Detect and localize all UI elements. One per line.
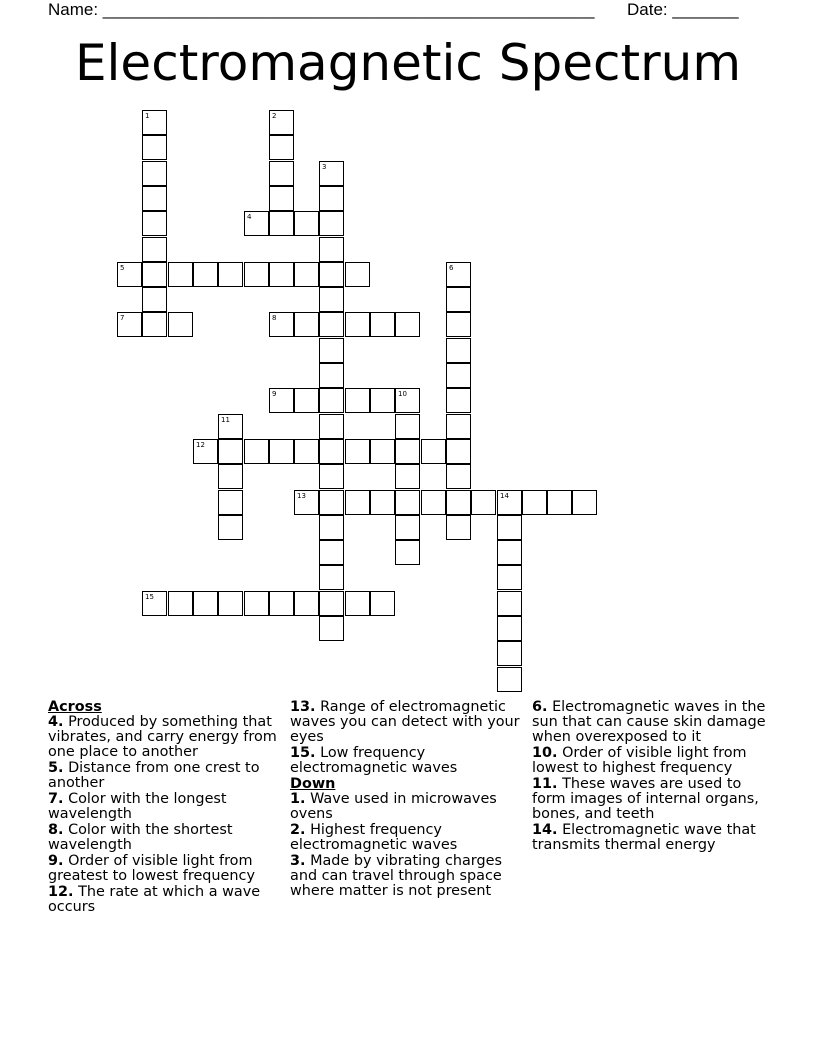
- clue-down-14: 14. Electromagnetic wave that transmits thermal energy: [532, 822, 756, 853]
- clue-number: 13: [297, 492, 306, 500]
- grid-cell[interactable]: [142, 110, 167, 135]
- grid-cell[interactable]: [117, 312, 142, 337]
- grid-cell[interactable]: [446, 490, 471, 515]
- grid-cell[interactable]: [244, 262, 269, 287]
- grid-cell[interactable]: [446, 287, 471, 312]
- down-heading: Down: [290, 776, 336, 792]
- grid-cell[interactable]: [319, 414, 344, 439]
- grid-cell[interactable]: [345, 312, 370, 337]
- grid-cell[interactable]: [193, 262, 218, 287]
- clue-across-8: 8. Color with the shortest wavelength: [48, 822, 233, 853]
- page-title: Electromagnetic Spectrum: [74, 34, 742, 92]
- grid-cell[interactable]: [319, 312, 344, 337]
- grid-cell[interactable]: [193, 439, 218, 464]
- grid-cell[interactable]: [294, 490, 319, 515]
- grid-cell[interactable]: [345, 262, 370, 287]
- grid-cell[interactable]: [142, 237, 167, 262]
- grid-cell[interactable]: [142, 312, 167, 337]
- grid-cell[interactable]: [218, 591, 243, 616]
- grid-cell[interactable]: [269, 388, 294, 413]
- grid-cell[interactable]: [294, 388, 319, 413]
- grid-cell[interactable]: [370, 388, 395, 413]
- grid-cell[interactable]: [319, 363, 344, 388]
- grid-cell[interactable]: [294, 262, 319, 287]
- grid-cell[interactable]: [319, 439, 344, 464]
- clue-number: 9: [272, 390, 277, 398]
- grid-cell[interactable]: [269, 135, 294, 160]
- grid-cell[interactable]: [269, 211, 294, 236]
- grid-cell[interactable]: [446, 414, 471, 439]
- grid-cell[interactable]: [142, 135, 167, 160]
- grid-cell[interactable]: [497, 565, 522, 590]
- clue-number: 4: [247, 213, 252, 221]
- grid-cell[interactable]: [142, 186, 167, 211]
- grid-cell[interactable]: [446, 515, 471, 540]
- grid-cell[interactable]: [345, 490, 370, 515]
- grid-cell[interactable]: [218, 414, 243, 439]
- grid-cell[interactable]: [395, 540, 420, 565]
- grid-cell[interactable]: [319, 591, 344, 616]
- grid-cell[interactable]: [319, 338, 344, 363]
- grid-cell[interactable]: [345, 388, 370, 413]
- grid-cell[interactable]: [345, 591, 370, 616]
- grid-cell[interactable]: [319, 464, 344, 489]
- clue-down-3: 3. Made by vibrating charges and can travel through space where matter is not present: [290, 853, 502, 899]
- grid-cell[interactable]: [471, 490, 496, 515]
- clue-number: 2: [272, 112, 277, 120]
- grid-cell[interactable]: [319, 211, 344, 236]
- grid-cell[interactable]: [319, 388, 344, 413]
- grid-cell[interactable]: [421, 490, 446, 515]
- grid-cell[interactable]: [168, 312, 193, 337]
- clue-down-10: 10. Order of visible light from lowest to highest frequency: [532, 745, 747, 776]
- grid-cell[interactable]: [269, 262, 294, 287]
- grid-cell[interactable]: [319, 540, 344, 565]
- grid-cell[interactable]: [319, 237, 344, 262]
- grid-cell[interactable]: [319, 515, 344, 540]
- clue-column-2: [290, 700, 526, 900]
- grid-cell[interactable]: [319, 565, 344, 590]
- grid-cell[interactable]: [269, 161, 294, 186]
- grid-cell[interactable]: [269, 312, 294, 337]
- grid-cell[interactable]: [446, 262, 471, 287]
- grid-cell[interactable]: [142, 591, 167, 616]
- clue-down-11: 11. These waves are used to form images of internal organs, bones, and teeth: [532, 776, 759, 822]
- grid-cell[interactable]: [117, 262, 142, 287]
- grid-cell[interactable]: [294, 439, 319, 464]
- grid-cell[interactable]: [168, 591, 193, 616]
- grid-cell[interactable]: [497, 591, 522, 616]
- grid-cell[interactable]: [497, 515, 522, 540]
- grid-cell[interactable]: [294, 312, 319, 337]
- grid-cell[interactable]: [395, 414, 420, 439]
- clue-number: 11: [221, 416, 230, 424]
- grid-cell[interactable]: [370, 591, 395, 616]
- grid-cell[interactable]: [395, 490, 420, 515]
- grid-cell[interactable]: [319, 262, 344, 287]
- clue-number: 6: [449, 264, 454, 272]
- grid-cell[interactable]: [269, 591, 294, 616]
- grid-cell[interactable]: [218, 464, 243, 489]
- grid-cell[interactable]: [218, 262, 243, 287]
- grid-cell[interactable]: [218, 515, 243, 540]
- grid-cell[interactable]: [370, 490, 395, 515]
- grid-cell[interactable]: [294, 211, 319, 236]
- clue-number: 12: [196, 441, 205, 449]
- clue-number: 8: [272, 314, 277, 322]
- clue-number: 7: [120, 314, 125, 322]
- clue-across-15: 15. Low frequency electromagnetic waves: [290, 745, 458, 776]
- grid-cell[interactable]: [446, 338, 471, 363]
- grid-cell[interactable]: [269, 110, 294, 135]
- grid-cell[interactable]: [218, 490, 243, 515]
- grid-cell[interactable]: [319, 186, 344, 211]
- clue-across-12: 12. The rate at which a wave occurs: [48, 884, 261, 915]
- grid-cell[interactable]: [446, 312, 471, 337]
- grid-cell[interactable]: [547, 490, 572, 515]
- grid-cell[interactable]: [345, 439, 370, 464]
- grid-cell[interactable]: [395, 464, 420, 489]
- clue-across-9: 9. Order of visible light from greatest to lowest frequency: [48, 853, 255, 884]
- clue-number: 10: [398, 390, 407, 398]
- grid-cell[interactable]: [395, 312, 420, 337]
- grid-cell[interactable]: [142, 161, 167, 186]
- date-field[interactable]: Date: _______: [627, 0, 739, 19]
- grid-cell[interactable]: [294, 591, 319, 616]
- grid-cell[interactable]: [497, 490, 522, 515]
- clue-column-3: [532, 700, 768, 854]
- clue-down-1: 1. Wave used in microwaves ovens: [290, 791, 497, 822]
- grid-cell[interactable]: [142, 287, 167, 312]
- grid-cell[interactable]: [269, 186, 294, 211]
- grid-cell[interactable]: [446, 363, 471, 388]
- grid-cell[interactable]: [497, 616, 522, 641]
- grid-cell[interactable]: [446, 464, 471, 489]
- clue-across-5: 5. Distance from one crest to another: [48, 760, 260, 791]
- grid-cell[interactable]: [319, 616, 344, 641]
- clue-down-6: 6. Electromagnetic waves in the sun that can cause skin damage when overexposed to it: [532, 699, 766, 745]
- grid-cell[interactable]: [497, 667, 522, 692]
- grid-cell[interactable]: [446, 439, 471, 464]
- grid-cell[interactable]: [168, 262, 193, 287]
- clue-column-1: [48, 700, 280, 916]
- clue-across-13: 13. Range of electromagnetic waves you can detect with your eyes: [290, 699, 520, 745]
- grid-cell[interactable]: [244, 591, 269, 616]
- grid-cell[interactable]: [497, 540, 522, 565]
- clue-number: 5: [120, 264, 125, 272]
- clue-across-7: 7. Color with the longest wavelength: [48, 791, 227, 822]
- grid-cell[interactable]: [370, 439, 395, 464]
- grid-cell[interactable]: [244, 211, 269, 236]
- grid-cell[interactable]: [218, 439, 243, 464]
- clue-across-4: 4. Produced by something that vibrates, and carry energy from one place to another: [48, 714, 277, 760]
- grid-cell[interactable]: [319, 161, 344, 186]
- grid-cell[interactable]: [193, 591, 218, 616]
- clue-number: 15: [145, 593, 154, 601]
- grid-cell[interactable]: [269, 439, 294, 464]
- clue-number: 1: [145, 112, 150, 120]
- grid-cell[interactable]: [395, 439, 420, 464]
- clue-number: 3: [322, 163, 327, 171]
- grid-cell[interactable]: [421, 439, 446, 464]
- grid-cell[interactable]: [497, 641, 522, 666]
- grid-cell[interactable]: [395, 515, 420, 540]
- grid-cell[interactable]: [395, 388, 420, 413]
- across-heading: Across: [48, 699, 102, 715]
- grid-cell[interactable]: [522, 490, 547, 515]
- grid-cell[interactable]: [370, 312, 395, 337]
- clue-down-2: 2. Highest frequency electromagnetic waves: [290, 822, 458, 853]
- grid-cell[interactable]: [142, 211, 167, 236]
- grid-cell[interactable]: [319, 490, 344, 515]
- clue-number: 14: [500, 492, 509, 500]
- grid-cell[interactable]: [142, 262, 167, 287]
- grid-cell[interactable]: [319, 287, 344, 312]
- grid-cell[interactable]: [572, 490, 597, 515]
- grid-cell[interactable]: [244, 439, 269, 464]
- name-field[interactable]: Name: ____________________________________________________: [48, 0, 595, 19]
- grid-cell[interactable]: [446, 388, 471, 413]
